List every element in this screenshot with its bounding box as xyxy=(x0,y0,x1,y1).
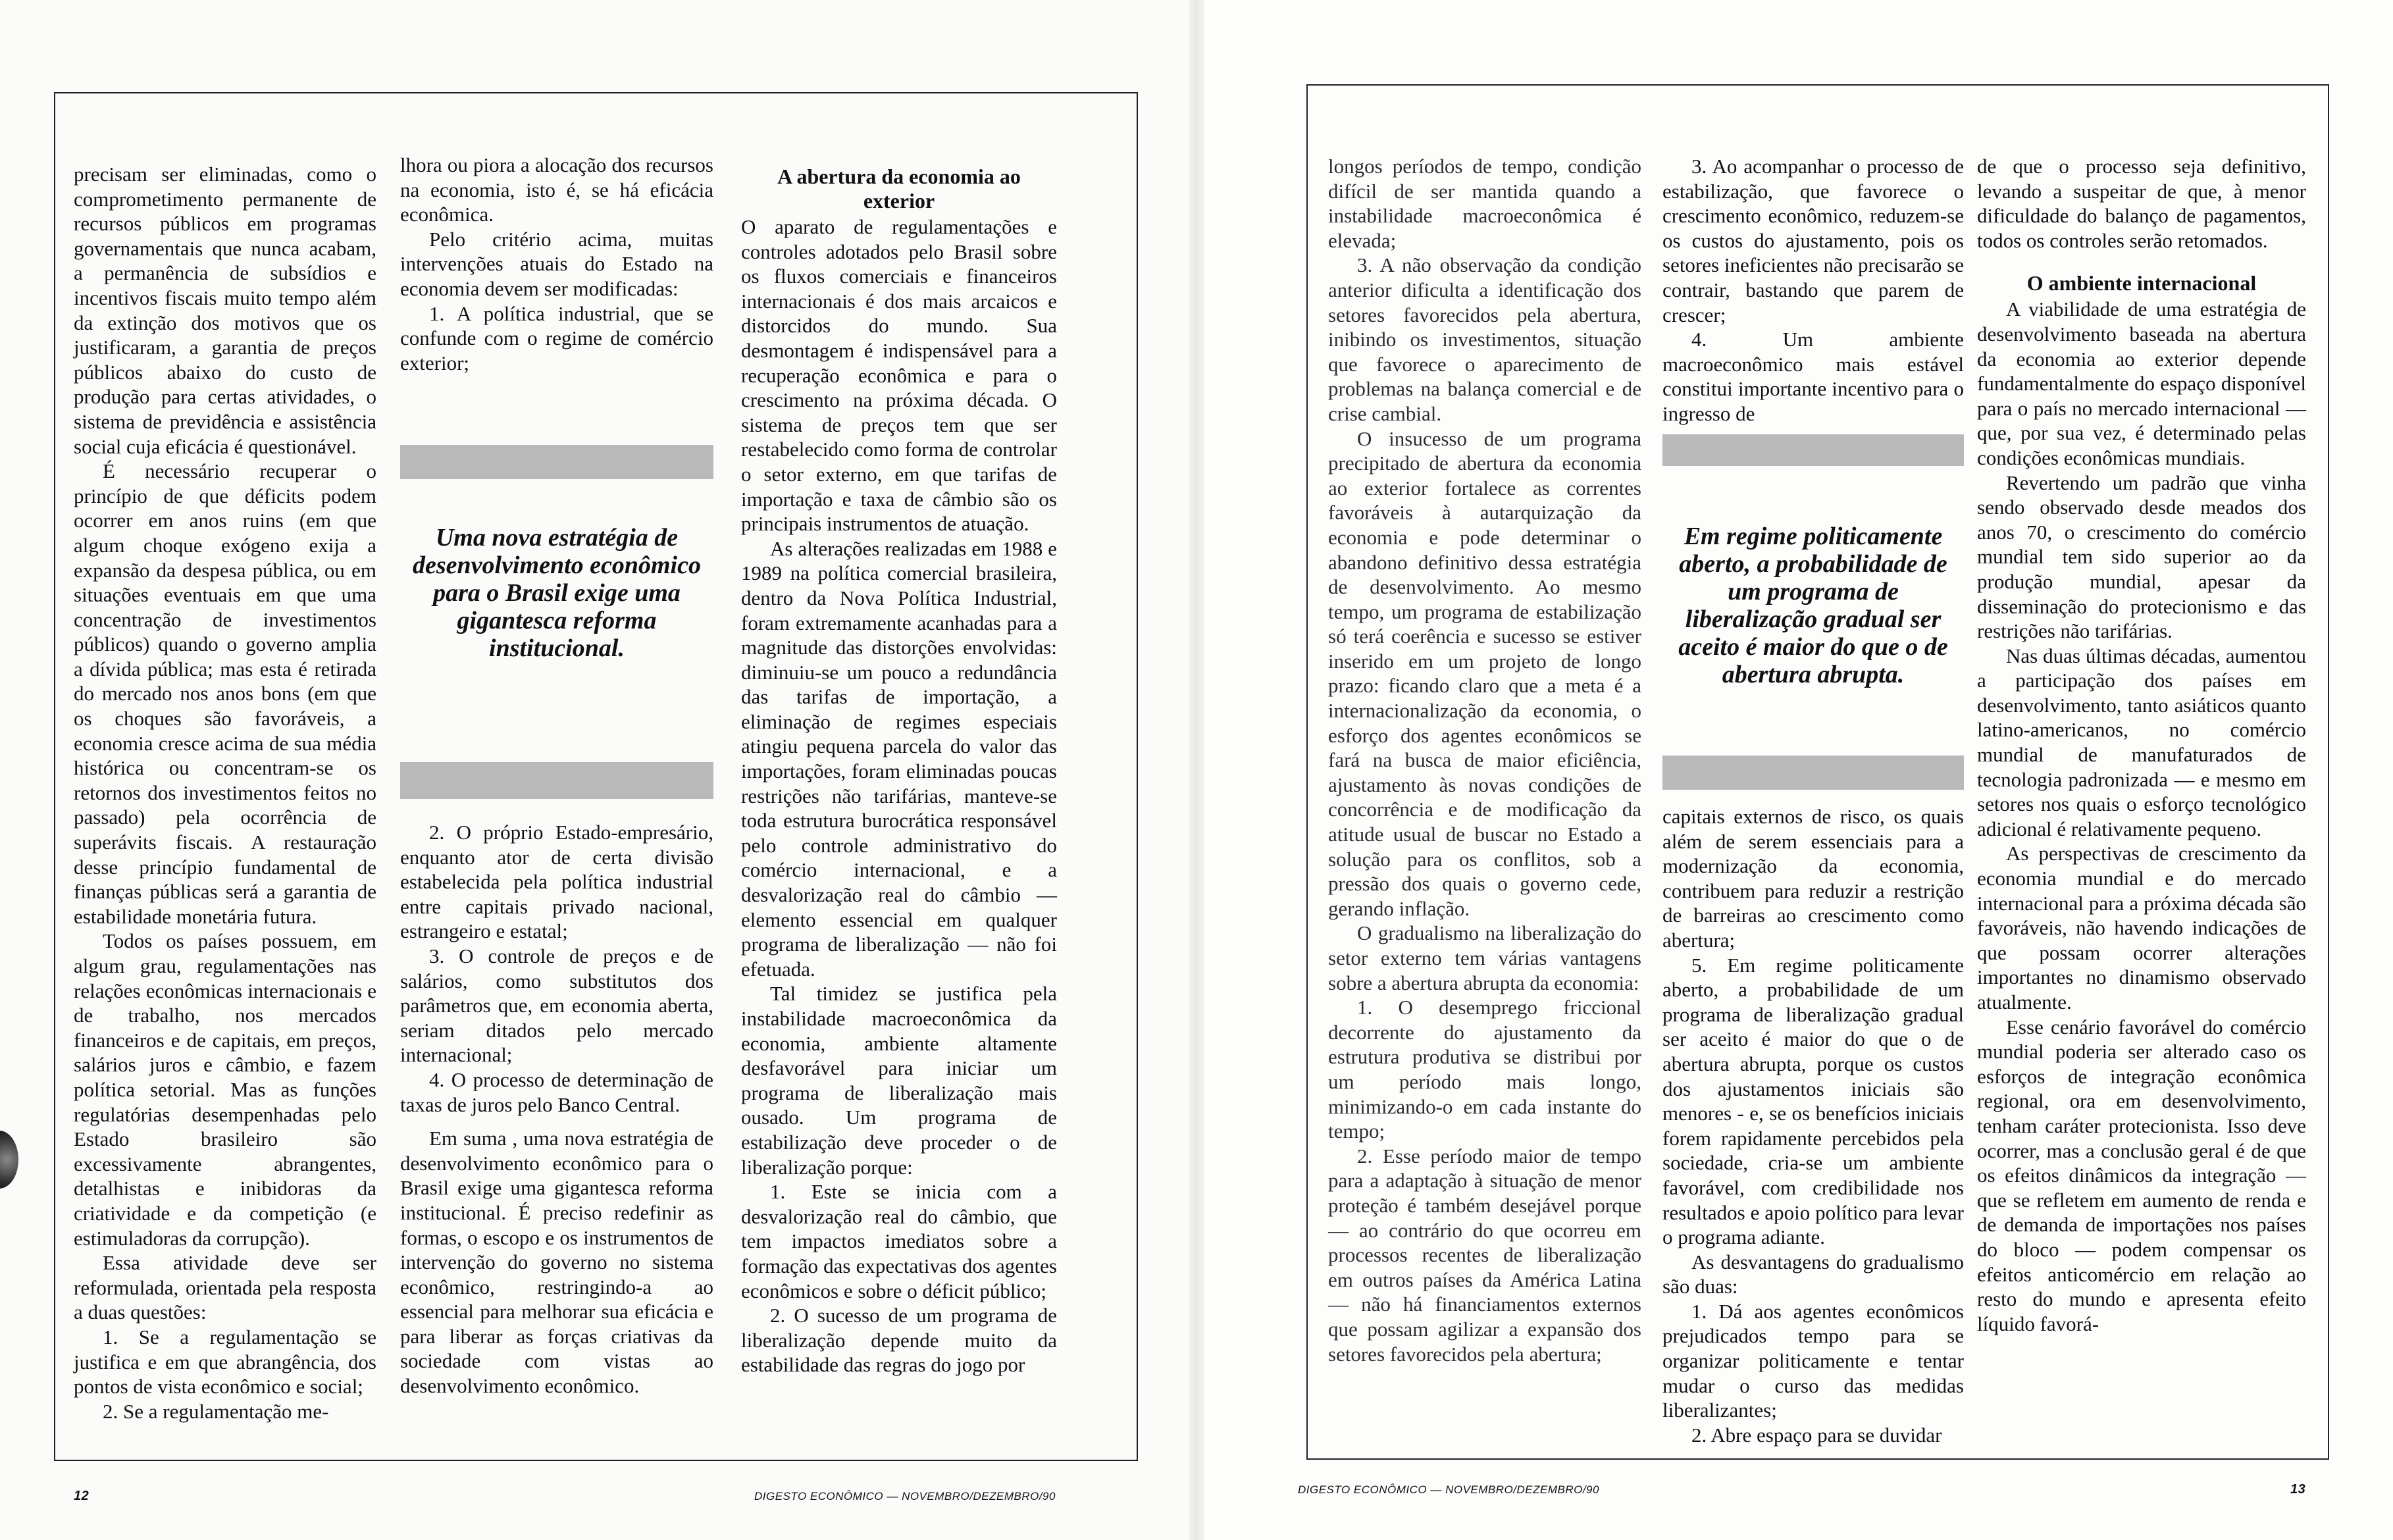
paragraph: precisam ser eliminadas, como o comprometimento permanente de recursos públicos em programas governamentais que nunca acabam, a permanência de subsídios e incentivos fiscais muito tempo além da extinção dos motivos que os justificaram, a garantia de preços públicos abaixo do custo de produção para certas atividades, o sistema de previdência e assistência social cuja eficácia é questionável. xyxy=(74,163,376,458)
list-item: 4. Um ambiente macroeconômico mais estável constitui importante incentivo para o ingresso de xyxy=(1662,328,1964,425)
pull-quote: Em regime politicamente aberto, a probabilidade de um programa de liberalização gradual ser aceito é maior do que o de abertura abrupta. xyxy=(1678,523,1948,688)
paragraph: As perspectivas de crescimento da economia mundial e do mercado internacional para a próxima década são favoráveis, não havendo indicações de que possam ocorrer alterações importantes no dinamismo observado atualmente. xyxy=(1977,842,2306,1014)
paragraph: capitais externos de risco, os quais além de serem essenciais para a modernização da economia, contribuem para reduzir a restrição de barreiras ao crescimento como abertura; xyxy=(1662,805,1964,952)
paragraph: Esse cenário favorável do comércio mundial poderia ser alterado caso os esforços de integração econômica regional, ora em desenvolvimento, tenham caráter protecionista. Isso deve ocorrer, mas a conclusão geral é de que os efeitos dinâmicos da integração — que se refletem em aumento de renda e de demanda de importações nos países do bloco — podem compensar os efeitos anticomércio em relação ao resto do mundo e apresenta efeito líquido favorá- xyxy=(1977,1015,2306,1335)
paragraph: O gradualismo na liberalização do setor externo tem várias vantagens sobre a abertura abrupta da economia: xyxy=(1328,921,1641,994)
list-item: 2. O próprio Estado-empresário, enquanto ator de certa divisão estabelecida pela política industrial entre capitais privado nacional, estrangeiro e estatal; xyxy=(400,821,713,943)
left-column-2-continued xyxy=(400,820,713,1399)
pull-quote-rule-top xyxy=(1662,434,1964,466)
paragraph: Em suma , uma nova estratégia de desenvolvimento econômico para o Brasil exige uma gigantesca reforma institucional. É preciso redefinir as formas, o escopo e os instrumentos de intervenção do governo no sistema econômico, restringindo-a ao essencial para melhorar sua eficácia e para liberar as forças criativas da sociedade com vistas ao desenvolvimento econômico. xyxy=(400,1127,713,1398)
page-number: 13 xyxy=(2290,1482,2306,1497)
list-item: 1. Dá aos agentes econômicos prejudicados tempo para se organizar politicamente e tentar mudar o curso das medidas liberalizantes; xyxy=(1662,1299,1964,1422)
pull-quote: Uma nova estratégia de desenvolvimento econômico para o Brasil exige uma gigantesca reforma institucional. xyxy=(413,524,701,662)
right-column-2 xyxy=(1662,154,1964,426)
running-footer: DIGESTO ECONÔMICO — NOVEMBRO/DEZEMBRO/90 xyxy=(754,1490,1056,1502)
paragraph: lhora ou piora a alocação dos recursos na economia, isto é, se há eficácia econômica. xyxy=(400,153,713,226)
pull-quote-rule-top xyxy=(400,445,713,479)
left-column-1 xyxy=(74,162,376,1424)
paragraph: Essa atividade deve ser reformulada, orientada pela resposta a duas questões: xyxy=(74,1251,376,1324)
paragraph: Todos os países possuem, em algum grau, regulamentações nas relações econômicas internacionais e de trabalho, nos mercados financeiros e de capitais, em preços, salários juros e câmbio, e fazem política setorial. Mas as funções regulatórias desempenhadas pelo Estado brasileiro são excessivamente abrangentes, detalhistas e inibidoras da criatividade e da competição (e estimuladoras da corrupção). xyxy=(74,929,376,1250)
paragraph: Revertendo um padrão que vinha sendo observado desde meados dos anos 70, o crescimento do comércio mundial tem sido superior ao da produção mundial, apesar da disseminação do protecionismo e das restrições não tarifárias. xyxy=(1977,471,2306,643)
page-number: 12 xyxy=(74,1489,90,1503)
pull-quote-rule-bottom xyxy=(1662,756,1964,790)
paragraph: Nas duas últimas décadas, aumentou a participação dos países em desenvolvimento, tanto asiáticos quanto latino-americanos, no comércio mundial de manufaturados de tecnologia padronizada — e mesmo em setores nos quais o esforço tecnológico adicional é relativamente pequeno. xyxy=(1977,644,2306,840)
paragraph: As desvantagens do gradualismo são duas: xyxy=(1662,1250,1964,1298)
paragraph: É necessário recuperar o princípio de que déficits podem ocorrer em anos ruins (em que algum choque exógeno exija a expansão da despesa pública, ou em situações eventuais em que uma concentração de investimentos públicos) quando o governo amplia a dívida pública; mas esta é retirada do mercado nos anos bons (em que os choques são favoráveis, a economia cresce acima de sua média histórica ou concentram-se os retornos dos investimentos feitos no passado) pela ocorrência de superávits fiscais. A restauração desse princípio fundamental de finanças públicas será a garantia de estabilidade monetária futura. xyxy=(74,459,376,928)
paragraph: A viabilidade de uma estratégia de desenvolvimento baseada na abertura da economia ao exterior depende fundamentalmente do espaço disponível para o país no mercado internacional — que, por sua vez, é determinado pelas condições econômicas mundiais. xyxy=(1977,297,2306,469)
list-item: 2. O sucesso de um programa de liberalização depende muito da estabilidade das regras do jogo por xyxy=(741,1304,1057,1377)
paragraph: longos períodos de tempo, condição difícil de ser mantida quando a instabilidade macroeconômica é elevada; xyxy=(1328,155,1641,252)
list-item: 3. Ao acompanhar o processo de estabilização, que favorece o crescimento econômico, reduzem-se os custos do ajustamento, pois os setores ineficientes não precisarão se contrair, bastando que parem de crescer; xyxy=(1662,155,1964,326)
list-item: 2. Esse período maior de tempo para a adaptação à situação de menor proteção é também desejável porque — ao contrário do que ocorreu em processos recentes de liberalização em outros países da América Latina — não há financiamentos externos que possam agilizar a expansão dos setores favorecidos pela abertura; xyxy=(1328,1144,1641,1366)
paragraph: O aparato de regulamentações e controles adotados pelo Brasil sobre os fluxos comerciais e financeiros internacionais é dos mais arcaicos e distorcidos do mundo. Sua desmontagem é indispensável para a recuperação econômica e para o crescimento na próxima década. O sistema de preços tem que ser restabelecido como forma de controlar o setor externo, em que tarifas de importação e taxa de câmbio são os principais instrumentos de atuação. xyxy=(741,215,1057,536)
book-gutter xyxy=(1189,0,1204,1540)
right-column-3 xyxy=(1977,154,2306,1336)
list-item: 3. A não observação da condição anterior dificulta a identificação dos setores favorecidos pela abertura, inibindo os investimentos, situação que favorece o aparecimento de problemas na balança comercial e de crise cambial. xyxy=(1328,253,1641,425)
paragraph: As alterações realizadas em 1988 e 1989 na política comercial brasileira, dentro da Nova Política Industrial, foram extremamente acanhadas para a magnitude das distorções envolvidas: diminuiu-se um pouco a redundância das tarifas de importação, a eliminação de regimes especiais atingiu pequena parcela do valor das importações, foram eliminadas poucas restrições não tarifárias, manteve-se toda estrutura burocrática responsável pelo controle administrativo do comércio internacional, e a desvalorização real do câmbio — elemento essencial em qualquer programa de liberalização — não foi efetuada. xyxy=(741,536,1057,981)
paragraph: Pelo critério acima, muitas intervenções atuais do Estado na economia devem ser modificadas: xyxy=(400,227,713,300)
section-heading: A abertura da economia ao exterior xyxy=(777,165,1021,213)
list-item: 2. Se a regulamentação me- xyxy=(103,1399,329,1423)
list-item: 2. Abre espaço para se duvidar xyxy=(1691,1423,1942,1447)
list-item: 1. A política industrial, que se confunde com o regime de comércio exterior; xyxy=(400,301,713,374)
running-footer: DIGESTO ECONÔMICO — NOVEMBRO/DEZEMBRO/90 xyxy=(1298,1483,1599,1496)
right-column-2-continued xyxy=(1662,804,1964,1447)
list-item: 5. Em regime politicamente aberto, a probabilidade de um programa de liberalização gradual ser aceito é maior do que o de abertura abrupta, porque os custos dos ajustamentos iniciais são menores - e, se os benefícios iniciais forem rapidamente percebidos pela sociedade, cria-se um ambiente favorável, com credibilidade nos resultados e apoio político para levar o programa adiante. xyxy=(1662,953,1964,1249)
list-item: 4. O processo de determinação de taxas de juros pelo Banco Central. xyxy=(400,1067,713,1116)
section-heading: O ambiente internacional xyxy=(2026,271,2257,295)
paragraph: O insucesso de um programa precipitado de abertura da economia ao exterior fortalece as correntes favoráveis à autarquização da economia e pode determinar o abandono definitivo dessa estratégia de desenvolvimento. Ao mesmo tempo, um programa de estabilização só terá coerência e sucesso se estiver inserido em um projeto de longo prazo: ficando claro que a meta é a internacionalização da economia, o esforço dos agentes econômicos se fará na busca de maior eficiência, ajustamento às novas condições de concorrência e de modificação da atitude usual de buscar no Estado a solução para os conflitos, sob a pressão dos quais o governo cede, gerando inflação. xyxy=(1328,426,1641,920)
paragraph: Tal timidez se justifica pela instabilidade macroeconômica da economia, ambiente altamente desfavorável para iniciar um programa de liberalização mais ousado. Um programa de estabilização deve proceder o de liberalização porque: xyxy=(741,982,1057,1179)
right-column-1 xyxy=(1328,154,1641,1366)
list-item: 1. Se a regulamentação se justifica e em que abrangência, dos pontos de vista econômico e social; xyxy=(74,1325,376,1399)
list-item: 1. O desemprego friccional decorrente do ajustamento da estrutura produtiva se distribui por um período mais longo, minimizando-o em cada instante do tempo; xyxy=(1328,996,1641,1143)
pull-quote-rule-bottom xyxy=(400,762,713,799)
paragraph: de que o processo seja definitivo, levando a suspeitar de que, à menor dificuldade do balanço de pagamentos, todos os controles serão retomados. xyxy=(1977,155,2306,252)
list-item: 1. Este se inicia com a desvalorização real do câmbio, que tem impactos imediatos sobre a formação das expectativas dos agentes econômicos e sobre o déficit público; xyxy=(741,1180,1057,1302)
left-column-3 xyxy=(741,165,1057,1377)
list-item: 3. O controle de preços e de salários, como substitutos dos parâmetros que, em economia aberta, seriam ditados pelo mercado internacional; xyxy=(400,944,713,1067)
left-column-2 xyxy=(400,153,713,375)
